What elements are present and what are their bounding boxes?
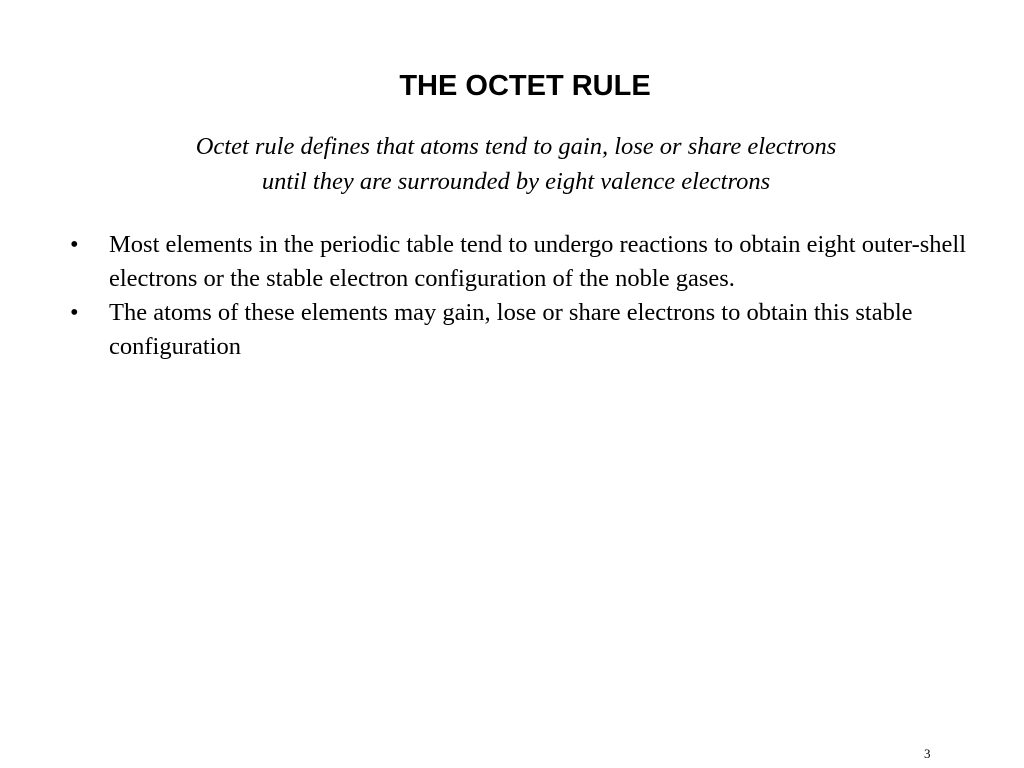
bullet-list	[70, 228, 970, 364]
page-number: 3	[924, 746, 931, 761]
bullet-text: The atoms of these elements may gain, lose or share electrons to obtain this stable configuration	[109, 299, 913, 360]
slide-subtitle	[0, 129, 1024, 199]
bullet-icon: •	[70, 299, 79, 326]
bullet-icon: •	[70, 231, 79, 258]
slide-title: THE OCTET RULE	[399, 70, 651, 102]
subtitle-line: Octet rule defines that atoms tend to gain, lose or share electrons	[195, 133, 837, 160]
bullet-item	[70, 296, 970, 364]
bullet-text: Most elements in the periodic table tend to undergo reactions to obtain eight outer-shell electrons or the stable electron configuration of the noble gases.	[109, 231, 967, 292]
subtitle-line: until they are surrounded by eight valence electrons	[261, 168, 771, 195]
bullet-item	[70, 228, 970, 296]
